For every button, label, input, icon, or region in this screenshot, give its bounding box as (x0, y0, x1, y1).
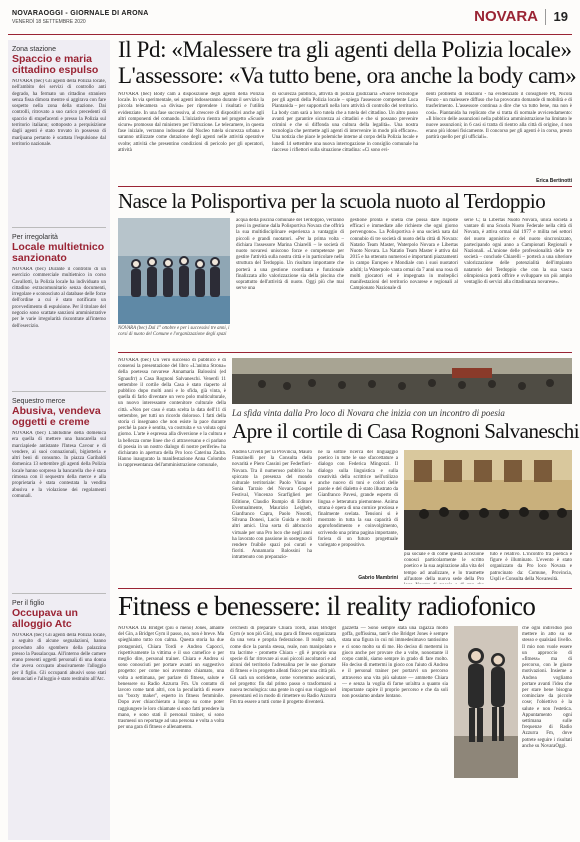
brief-divider (12, 391, 106, 392)
event-photo (232, 358, 572, 404)
brief-text: NOVARA (bec) Gli agenti della Polizia locale, a seguito di alcune segnalazioni, hanno proceduto allo sgombero della palazzina presso la Passalacqua. All'interno delle camere erano presenti oggetti personali di una donna che aveva occupato abusivamente l'alloggio per il figlio. Gli occupanti abusivi sono stati denunciati e l'alloggio è stato restituito all'Atc. (12, 633, 106, 683)
article1-body (118, 92, 572, 184)
section-name: NOVARA (474, 8, 538, 25)
sidebar-briefs (8, 40, 110, 840)
article1-headline: Il Pd: «Malessere tra gli agenti della Polizia locale» (118, 37, 572, 62)
article2-headline: Nasce la Polisportiva per la scuola nuoto al Terdoppio (118, 189, 546, 213)
masthead-divider (545, 9, 546, 25)
article-column: che ogni individuo può mettere in atto su se stesso e qualsiasi livello. Il mio non vuole essere un approccio di «fitness» ma di percorso, con le giuste motivazioni. Insieme a Andrea vogliamo portare avanti l'idea che per stare bene bisogna cominciare da piccole cose; l'obiettivo è la salute e non l'estetica. Appuntamento ogni settimana sulle frequenze di Radio Azzurra Fm, dove potrete seguire i risultati anche su NovaraOggi. (522, 626, 572, 749)
article-column: serie C; la Libertas Nuoto Novara, unica società a vantare di una Scuola Nuoto Federale nella città di Novara, è attiva ormai dal 1977 e milita nei settori del nuoto agonistico e del nuoto sincronizzato, partecipando ogni anno a Campionati Regionali e Nazionali. «L'unione delle professionalità delle tre società – conclude Chiarelli – porterà a una ulteriore valorizzazione delle potenzialità dell'impianto natatorio del Terdoppio che con la sua vasca olimpionica potrà offrire e sviluppare un più ampio ventaglio di servizi alla cittadinanza novarese». (464, 218, 572, 286)
brief-kicker: Per il figlio (12, 600, 45, 607)
brief-kicker: Per irregolarità (12, 234, 58, 241)
brief-title: Spaccio e maria cittadino espulso (12, 53, 99, 76)
article1-subheadline: L'assessore: «Va tutto bene, ora anche la body cam» (118, 63, 577, 88)
article-column: NOVARA Da Bridget (più o meno) Jones, amante del Gin, a Bridget Gym il passo, no, non è breve. Ma spieghiamo tutto con calma. Questa storia ha due protagonisti, Chiara Tordi e Andrea Capocci, rispettivamente la vittima e il suo carnefice o per meglio dire, personal trainer. Chiara e Andrea si sono conosciuti per portare avanti un suggestivo progetto: per come noi avremmo chiamato, una volta a settimana, per parlare di fitness, salute e benessere su Radio Azzurra Fm. Un contatto di lavoro come tanti altri, con la peculiarità di essere un "boxty maker", esperto in fitness femminile. Dopo aver chiacchierato a lungo su come poter raggiungere le loro chiamate si sono fatti prendere la mano, e sono stati il personal trainer, si sono trasmessi un reportage ad una persona e volta a volta per una gara di fitness e allenamento. (118, 626, 224, 731)
article4-headline: Fitness e benessere: il reality radiofonico (118, 591, 536, 621)
fitness-photo-image (454, 626, 518, 778)
swimmers-photo-image (118, 218, 230, 324)
brief (8, 234, 110, 392)
publication-name: NOVARAOGGI - GIORNALE DI ARONA (12, 10, 149, 17)
brief-text: NOVARA (bec) Gli agenti della Polizia locale, nell'ambito dei servizi di controllo anti degrado, ha fermato un cittadino straniero senza fissa dimora mentre si aggirava con fare sospetto nella zona della stazione. Dai controlli, ritrovato a suo carico precedenti di spaccio di stupefacenti e presso la Polizia sul territorio italiano; sottoposto a perquisizione dagli agenti è stato trovato in possesso di marijuana pertanto è scattata l'espulsione dal territorio nazionale. (12, 79, 106, 147)
section-divider (118, 186, 572, 187)
brief-divider (12, 227, 106, 228)
masthead (8, 6, 572, 35)
photo-caption: NOVARA (bec) Dal 1° ottobre e per i successivi tre anni, i corsi di nuoto del Comune e l'organizzazione degli spazi (118, 326, 230, 337)
brief-title: Abusiva, vendeva oggetti e creme (12, 405, 101, 428)
issue-date: VENERDÌ 18 SETTEMBRE 2020 (12, 19, 86, 25)
article3-headline: Apre il cortile di Casa Rognoni Salvaneschi (232, 419, 580, 443)
brief-title: Occupava un alloggio Atc (12, 607, 78, 630)
brief-divider (12, 593, 106, 594)
article-column: cerchesti di preparare Chiara Tordi, alias Bridget Gym (e non più Gin), una gara di fitness organizzata da una vera e propria federazione. Il reality sarà, come dice la parola stessa, reale, non manipolato e tra lacrime - promette Chiara - gli è proprio una specie di far ritrovare ai suoi piccoli ascoltatori e ad alcuni del territorio l'adrenalina per le sue giornate di fitness e in progetto alleati fisico per una città più. Gli sarà un sorridente, come vorremmo assicurati, nel progetto: fin dal primo passo o trasformarsi a nuova tecnologica: una gente in ogni suo viaggio nel presentarsi ed in modo di rimettere su Radio Azzurra Fm tra essere a tutti come il progetto diventerà. (230, 626, 336, 706)
brief-title: Locale multietnico sanzionato (12, 241, 105, 264)
article3-kicker: La sfida vinta dalla Pro loco di Novara che inizia con un incontro di poesia (232, 408, 505, 418)
section-divider (118, 352, 572, 353)
brief (8, 46, 110, 228)
article-column: tuto è relativo. L'incontro fra poetica e figure è illuminato. L'evento è stato organizzato da Pro loco Novara e patrocinato da: Comune, Provincia, Uspli e Consulta della Novaresità. (490, 552, 572, 582)
page-number: 19 (553, 9, 568, 24)
courtyard-photo-image (404, 450, 572, 550)
article-column: ne la sottile ricerca del linguaggio poetico in tutte le sue sfaccettature a dialogo con Federica Mingozzi. Il dialogo sulla linguistica e sulla creatività della scrittrice nell'utilizzo anche nuovo di toni e colori delle parole e del dialetto è stato illustrato da Gianfranco Pavesi, grande esperto di lingua e letteratura piemontese. Anima strana è opera di una cornice preziosa e finalmente svelata. Tensioni si è mostrato in tutta la sua capacità di approfondimento e coinvolgimento, scrivendo una prima pagina importante, foriera di un futuro progettuale variegato e propositivo. (318, 450, 398, 549)
article-column: denti problemi di relazioni - ha evidenziato il consigliere Pd, Nicola Fonzo - un malessere diffuso che ha provocato domande di mobilità e di trasferimento. L'assessore continua a dire che va tutto bene, ma non è così». Piantanida ha replicato che si tratta di normale avvicendamento: «Il blocco delle assunzioni nella pubblica amministrazione ha limitato le nuove assunzioni; in 6 casi si tratta di rientro alla città di origine, 4 non erano più idonei fisicamente. Il concorso per gli agenti è in corso, presto partirà quello per gli ufficiali». (426, 92, 572, 141)
swimmers-photo (118, 218, 230, 324)
brief-kicker: Zona stazione (12, 46, 56, 53)
article-column: Andrea Crivelli per la Provincia, Mauro Franzinelli per la Consulta della novarità e Piero Cassini per Federfiori-Novara. Tra il numeroso pubblico ha spiccato la presenza del mondo culturale territoriale: Paolo Vinna e Sonia Tarraio del Novara Gospel Festival, Vincenzo Scarfiglieri per Editione, Claudio Rumpio di Editore Eventualmente, Maurizio Leigheb, Gianfranco Capra, Paolo Nosotti, Silvana Donesi, Lucio Guida e molti altri amici. Una sorta di abbraccio virtuale per una Pro loco che negli anni ha lavorato con passione in sostegno di rendere fruibile spazi poi curati e fioriti. Annamaria Balossini ha intrattenuto con preparazio- (232, 450, 312, 561)
byline: Erica Bertinotti (536, 178, 572, 184)
article-column: gestione pronta e snella che possa dare risposte efficaci e immediate alle richieste che ogni giorno pervengono». La Polisportiva è una società nata dal connubio di tre società di nuoto della città di Novara: Natatio Team Master, Waterpolo Novara e Libertas Nuoto Novara. La Natatio Team Master è attiva dal 2015 e ha ottenuto numerosi e importanti piazzamenti in campo Europeo e Mondiale con i suoi nuotatori adulti; la Waterpolo vanta ormai da 7 anni una rosa di molti giocatori ed è impegnata in molteplici manifestazioni del territorio novarese e regionali al Campionato Nazionale di (350, 218, 458, 292)
byline: Gabrio Mambrini (358, 575, 398, 581)
article-column: pia sociale e di come questa accezione conosci particolarmente le scritto poetico e la sua aspirazione alla vita del tempo ad analizzare, e lo trasmette all'autore della nuova sede della Pro (404, 552, 484, 582)
article-column: di sicurezza pubblica, attività di polizia giudiziaria «Nuove tecnologie per gli agenti della Polizia locale – spiega l'assessore competente Luca Piantanida – per supportarli nella loro attività di controllo del territorio. La body cam sarà a loro tutela che a tutela del cittadino. Un altro passo avanti per garantire sicurezza ai cittadini e che si possano prevenire crimini e che si diffonda una cultura della legalità». Una nostra tecnologia che permette agli agenti di intervenire in modo più efficace». Una notizia che piace le polemiche interne al corpo della Polizia locale e lunedì 14 settembre una nuova interrogazione in consiglio comunale ha riacceso i riflettori sulla situazione cittadina: «Ci sono evi- (272, 92, 418, 153)
brief-kicker: Sequestro merce (12, 398, 66, 405)
brief (8, 600, 110, 842)
section-divider (118, 588, 572, 589)
article-column: NOVARA (bec) Un vero successo di pubblico e di consensi la presentazione del libro «L'anima Strona» della poetessa novarese Annamaria Balossini (ed Sgnaufrr) a Casa Rognoni Salvaneschi. Venerdì 11 settembre il cortile della Casa è stato riaperto al pubblico dopo molti anni e lo sfida, già vinta, è quella di farlo diventare un vero polo multiculturale, un nuovo interessante contenitore culturale della città. «Non per caso è stata scelta la data dell'11 di settembre, per tutti un ricordo doloroso. I fatti della storia ci insegnano che non esiste la pace durante perché la pace è sentita, va costruita e va voluta ogni giorno. L'arte è espressa alla diversione e la cultura e la bellezza come linee che ci attraversano e ci parlano di poesia in un nostro dialogo di nostre periferie» ha dichiarato in apertura della Pro loco Caterina Zadra. Hanno inaugurato la manifestazione Anna Colombo in rappresentanza dell'amministrazione comunale, (118, 358, 226, 469)
article-column: NOVARA (bec) Body cam a disposizione degli agenti della Polizia locale. In via sperimentale, sei agenti indosseranno durante il servizio la piccola telecamera «a divisa» per riprendere i risultati e l'utilità evidenziate. In una fase successiva, al crescere di dispositivi anche agli altri componenti del comando. L'iniziativa rientra nel progetto «Scuole sicure» promosso dal ministero per l'istruzione. Le telecamere, in questa fase iniziale, verranno indossate dal Nucleo tutela sicurezza urbana e saranno utilizzate come dotazione degli agenti nelle attività operative svolte; attività che presentino condizioni di pericolo per gli operatori, attività (118, 92, 264, 153)
brief (8, 398, 110, 594)
courtyard-photo (404, 450, 572, 550)
article-column: gazzetta — Sono sempre stata una ragazza molto goffa, goffissima, tant'è che Bridget Jones è sempre stata una figura in cui mi immedesimavo tantissimo e ci sono molto su di me. Ho deciso di mettermi in gioco anche per provare che a volte, nonostante il corpo cambi, siamo sempre in grado di fare molto. Ho deciso di mettermi in gioco con l'aiuto di Andrea e il personal trainer per portarvi un percorso attraverso una vita più salutare — ammette Chiara — e senza la voglia di farne un'altra a quanto sia importante capire il proprio percorso e che da soli non possiamo andare lontano. (342, 626, 448, 700)
brief-text: NOVARA (bec) L'abitudine della domenica era quella di mettere una bancarella sul marciapiede antistante l'Intesa Cavour e di vendere, ai suoi connazionali, bigiotteria e altri beni di consumo. In piazza Garibaldi domenica 13 settembre gli agenti della Polizia locale hanno sorpreso la bancarella che è stata rimossa con il sequestro della merce e alla proprietaria è stata contestata la vendita abusiva e la violazione dei regolamenti comunali. (12, 431, 106, 499)
fitness-photo (454, 626, 518, 778)
brief-text: NOVARA (bec) Durante il controllo di un esercizio commerciale multietnico in corso Cavallotti, la Polizia locale ha individuato un cittadino extracomunitario senza documenti, irregolare e sconosciuto al database delle forze dell'ordine a cui è stato notificato un provvedimento di espulsione. Per il titolare del negozio sono scattate sanzioni amministrative per le varie irregolarità riscontrate all'interno dell'esercizio. (12, 267, 106, 329)
article-column: acqua della piscina comunale del Terdoppio, verranno presi in gestione dalla Polisportiva Novara che offrirà la sua multidisciplinare esperienza a vantaggio di piccoli e grandi nuotatori. «Per la prima volta – dichiara l'assessore Marina Chiarelli – le società di nuoto novaresi uniscono forze e competenze per gestire l'attività sulla nostra città e in particolare nella struttura del Terdoppio. Un risultato importante che porterà a una gestione coordinata e funzionale finalizzata allo valorizzazione sia della piscina che soprattutto dell'attività di nuoto. Oggi più che mai serve una (236, 218, 344, 292)
event-photo-image (232, 358, 572, 404)
